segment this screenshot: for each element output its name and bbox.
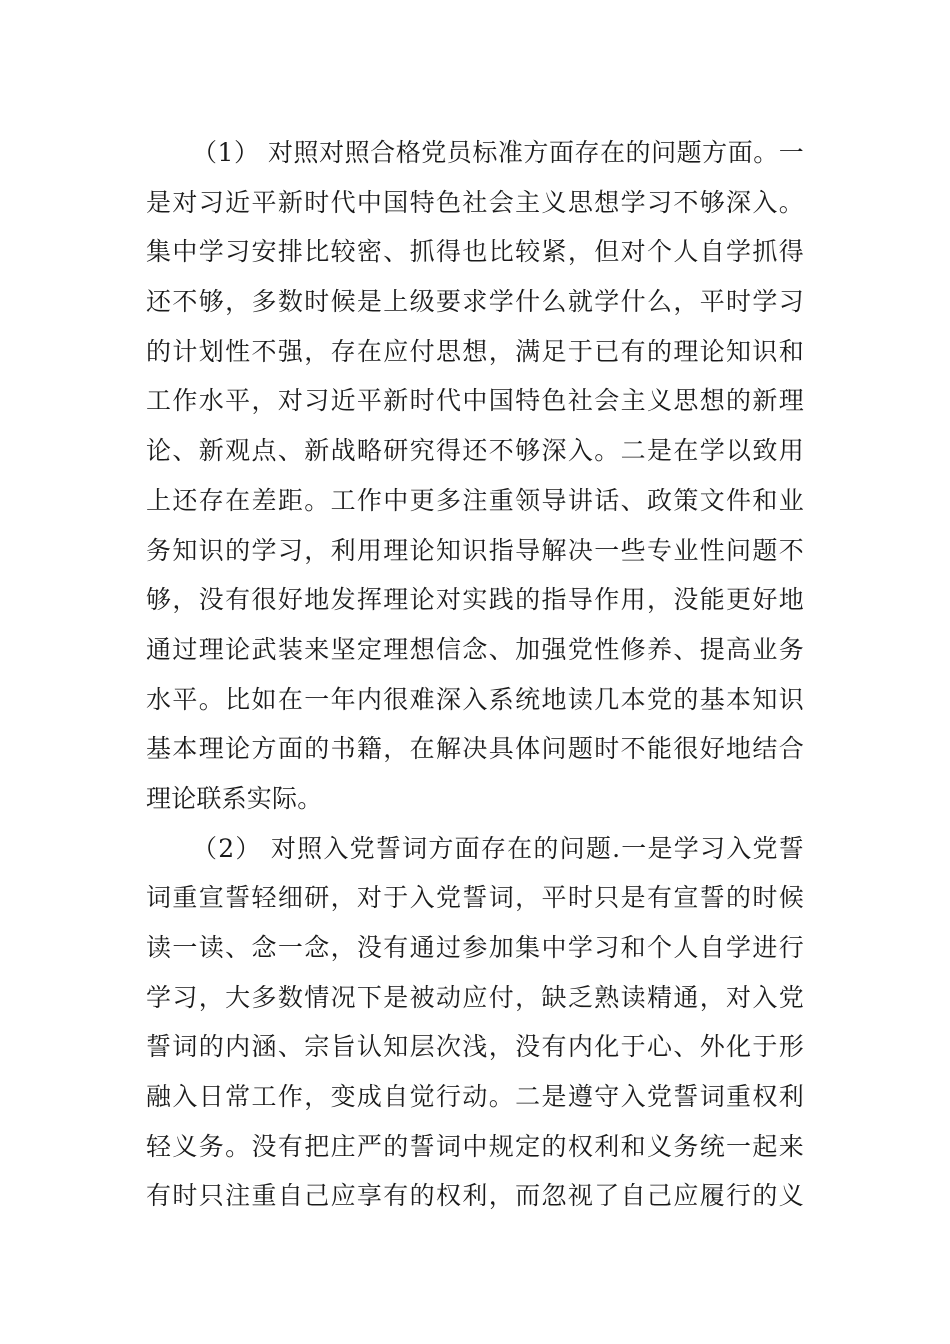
- text-line: 词重宣誓轻细研，对于入党誓词，平时只是有宣誓的时候: [146, 883, 804, 913]
- paragraph-1: [146, 128, 804, 824]
- text-line: 上还存在差距。工作中更多注重领导讲话、政策文件和业: [146, 485, 804, 515]
- text-line: 通过理论武装来坚定理想信念、加强党性修养、提高业务: [146, 634, 804, 664]
- text-line: 的计划性不强，存在应付思想，满足于已有的理论知识和: [146, 336, 804, 366]
- text-line: 理论联系实际。: [146, 783, 323, 813]
- text-line: 水平。比如在一年内很难深入系统地读几本党的基本知识: [146, 684, 804, 714]
- text-line: 论、新观点、新战略研究得还不够深入。二是在学以致用: [146, 436, 804, 466]
- text-line: 读一读、念一念，没有通过参加集中学习和个人自学进行: [146, 933, 804, 962]
- text-line: 有时只注重自己应享有的权利，而忽视了自己应履行的义: [146, 1181, 804, 1211]
- text-line: 誓词的内涵、宗旨认知层次浅，没有内化于心、外化于形: [146, 1032, 804, 1062]
- text-line: 集中学习安排比较密、抓得也比较紧，但对个人自学抓得: [146, 237, 804, 267]
- text-line: 务知识的学习，利用理论知识指导解决一些专业性问题不: [146, 535, 804, 565]
- text-line: （1） 对照对照合格党员标准方面存在的问题方面。一: [192, 138, 804, 167]
- text-line: 够，没有很好地发挥理论对实践的指导作用，没能更好地: [146, 585, 804, 615]
- text-line: 轻义务。没有把庄严的誓词中规定的权利和义务统一起来: [146, 1131, 804, 1161]
- paragraph-2: [146, 824, 804, 1222]
- document-body: [146, 128, 804, 1221]
- text-line: 工作水平，对习近平新时代中国特色社会主义思想的新理: [146, 386, 804, 416]
- text-line: 融入日常工作，变成自觉行动。二是遵守入党誓词重权利: [146, 1082, 804, 1112]
- text-line: 是对习近平新时代中国特色社会主义思想学习不够深入。: [146, 187, 804, 217]
- text-line: （2） 对照入党誓词方面存在的问题.一是学习入党誓: [192, 833, 804, 863]
- text-line: 还不够，多数时候是上级要求学什么就学什么，平时学习: [146, 287, 804, 317]
- text-line: 学习，大多数情况下是被动应付，缺乏熟读精通，对入党: [146, 982, 804, 1012]
- text-line: 基本理论方面的书籍，在解决具体问题时不能很好地结合: [146, 734, 804, 764]
